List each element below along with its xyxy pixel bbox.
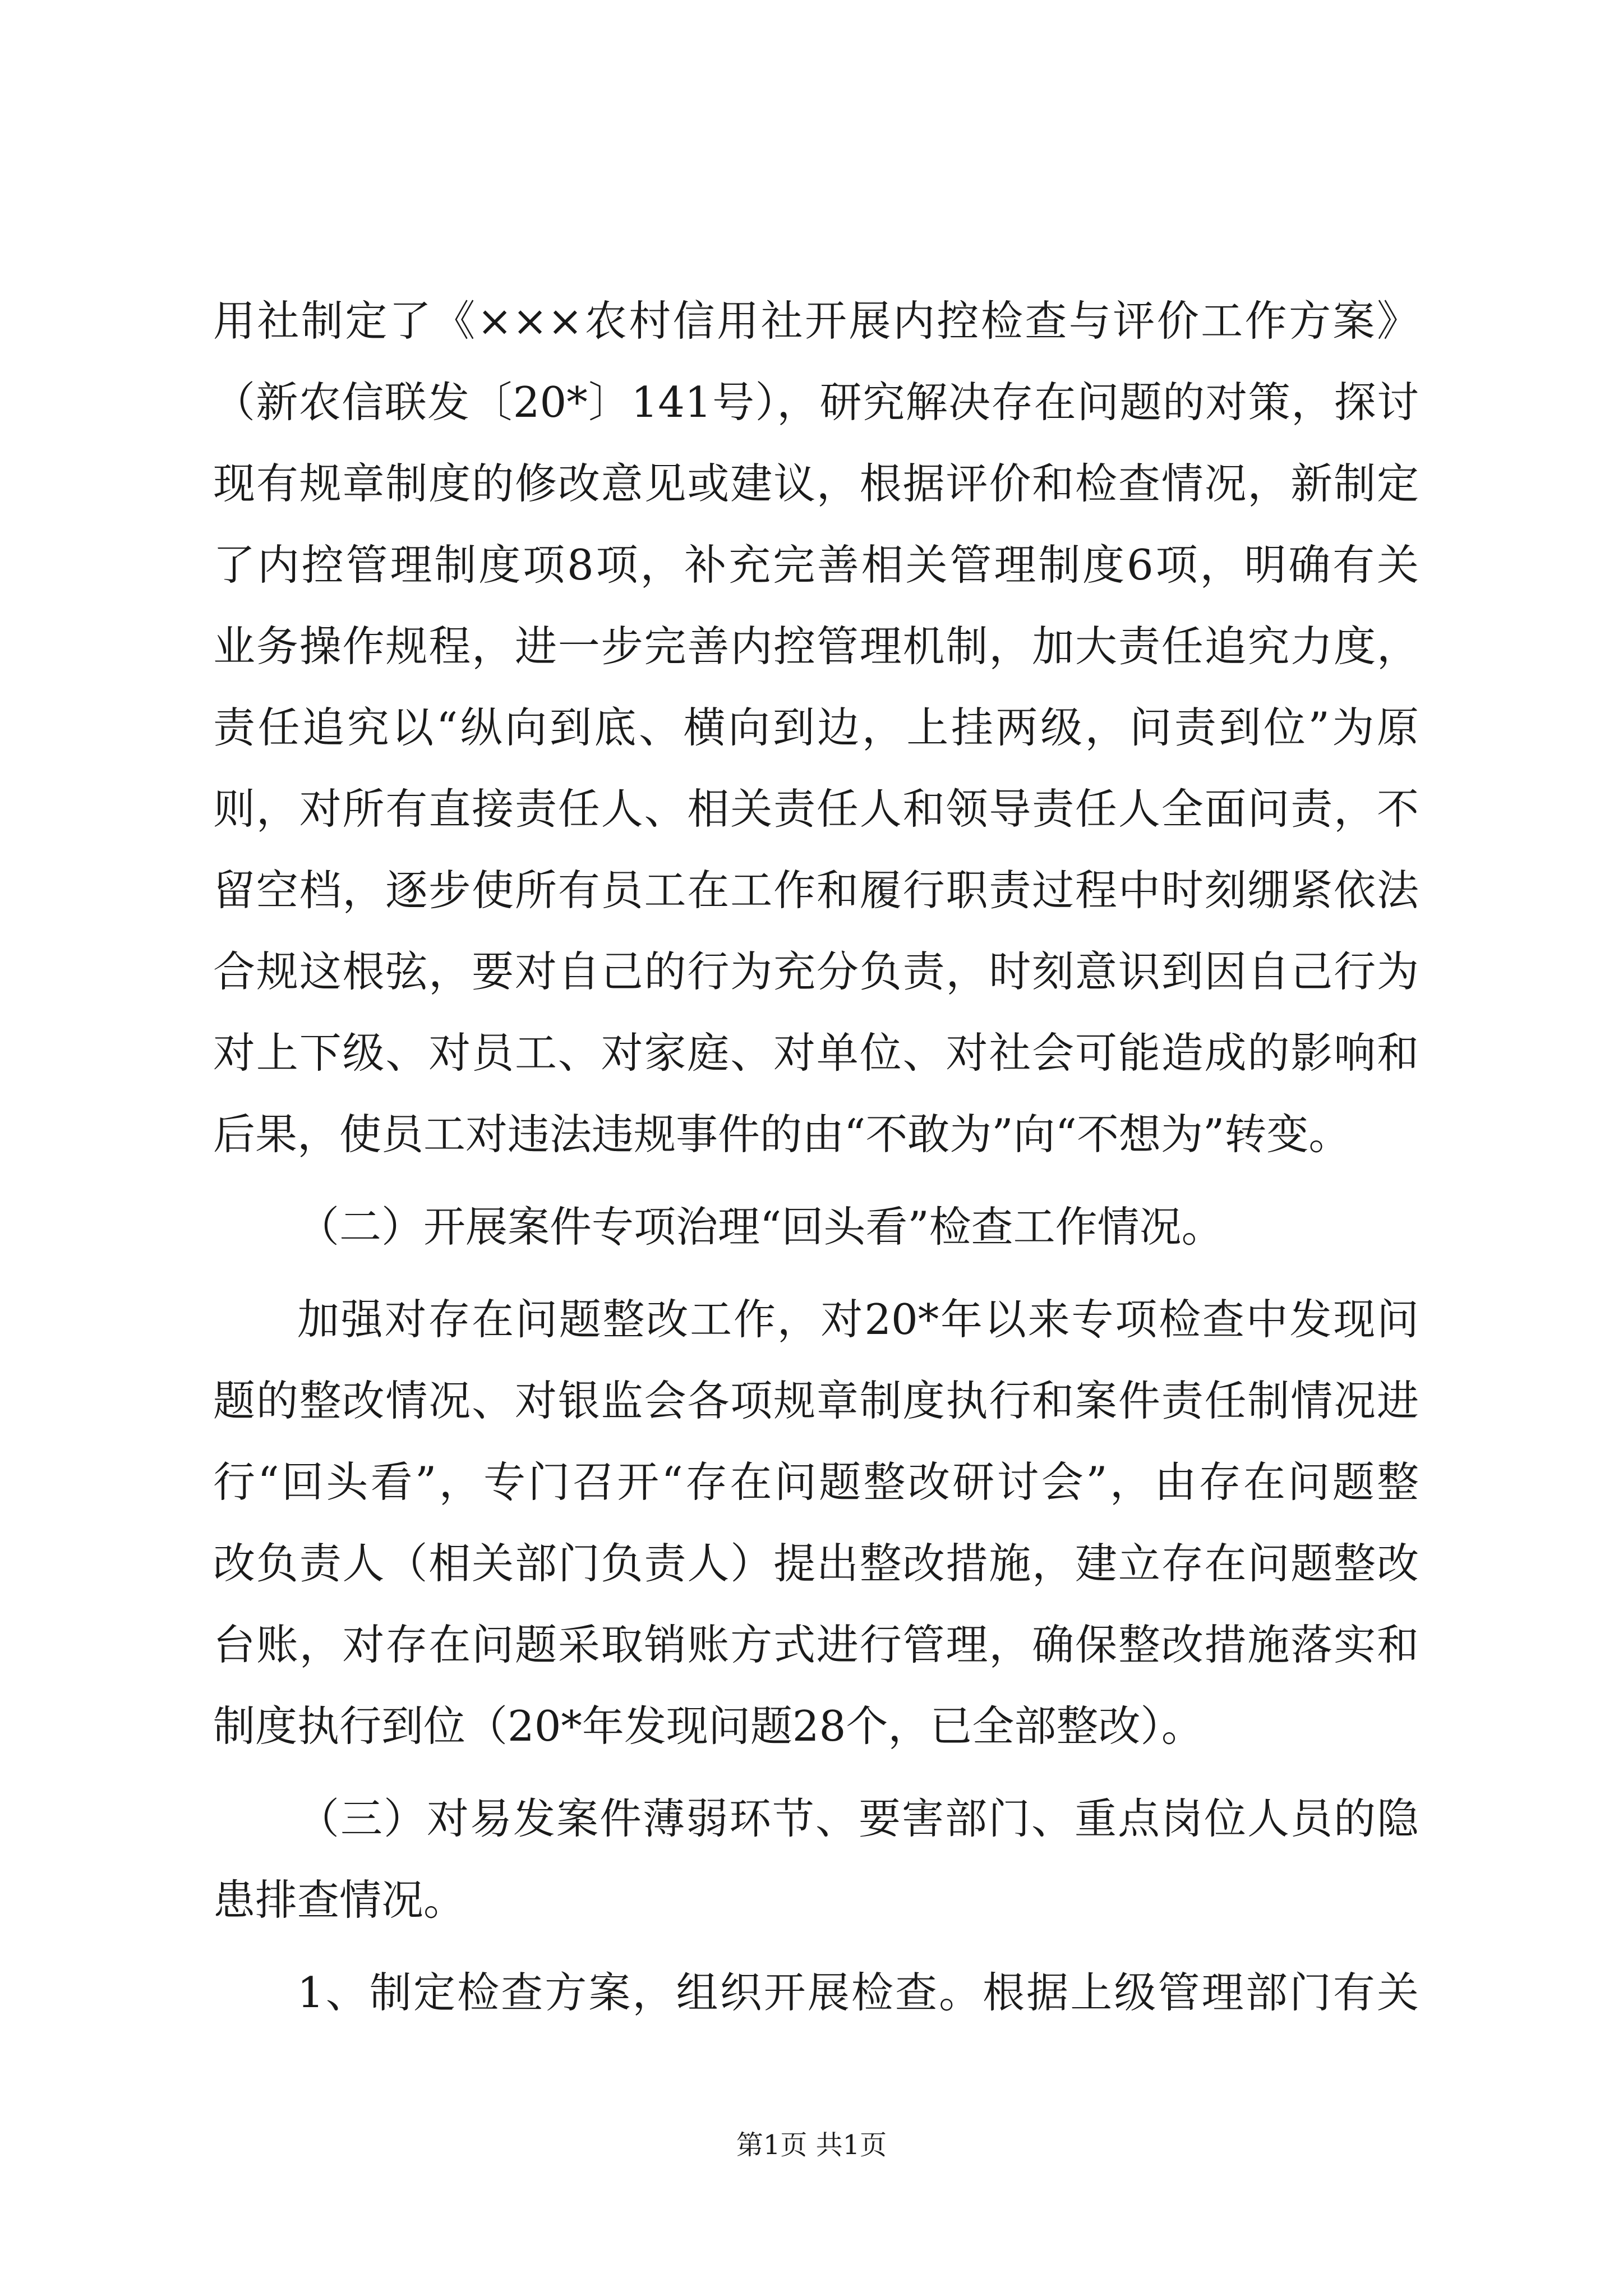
paragraph-line: 后果，使员工对违法违规事件的由“不敢为”向“不想为”转变。 bbox=[213, 1110, 1351, 1159]
paragraph-line: 现有规章制度的修改意见或建议，根据评价和检查情况，新制定 bbox=[213, 459, 1419, 508]
document-body bbox=[213, 280, 1419, 2033]
paragraph-line: 题的整改情况、对银监会各项规章制度执行和案件责任制情况进 bbox=[213, 1376, 1419, 1425]
paragraph-line: 合规这根弦，要对自己的行为充分负责，时刻意识到因自己行为 bbox=[213, 947, 1419, 996]
section-heading: （三）对易发案件薄弱环节、要害部门、重点岗位人员的隐 bbox=[297, 1794, 1419, 1843]
paragraph-line: 责任追究以“纵向到底、横向到边，上挂两级，问责到位”为原 bbox=[213, 703, 1419, 752]
paragraph-line: 业务操作规程，进一步完善内控管理机制，加大责任追究力度， bbox=[213, 622, 1419, 671]
paragraph-line: 1、制定检查方案，组织开展检查。根据上级管理部门有关 bbox=[297, 1968, 1419, 2017]
paragraph-line: 行“回头看”，专门召开“存在问题整改研讨会”，由存在问题整 bbox=[213, 1457, 1419, 1507]
section-heading: （二）开展案件专项治理“回头看”检查工作情况。 bbox=[297, 1202, 1224, 1251]
paragraph-line: 制度执行到位（20*年发现问题28个，已全部整改）。 bbox=[213, 1701, 1204, 1751]
paragraph-line: 了内控管理制度项8项，补充完善相关管理制度6项，明确有关 bbox=[213, 540, 1419, 590]
section-heading: 患排查情况。 bbox=[213, 1875, 466, 1925]
paragraph-line: 留空档，逐步使所有员工在工作和履行职责过程中时刻绷紧依法 bbox=[213, 866, 1419, 915]
paragraph-line: 对上下级、对员工、对家庭、对单位、对社会可能造成的影响和 bbox=[213, 1028, 1419, 1078]
paragraph-line: 台账，对存在问题采取销账方式进行管理，确保整改措施落实和 bbox=[213, 1620, 1419, 1669]
paragraph-line: 则，对所有直接责任人、相关责任人和领导责任人全面问责，不 bbox=[213, 784, 1419, 834]
paragraph-line: 用社制定了《×××农村信用社开展内控检查与评价工作方案》 bbox=[213, 296, 1419, 346]
paragraph-line: 改负责人（相关部门负责人）提出整改措施，建立存在问题整改 bbox=[213, 1539, 1419, 1588]
paragraph-line: （新农信联发〔20*〕141号），研究解决存在问题的对策，探讨 bbox=[213, 378, 1419, 427]
page-footer: 第1页 共1页 bbox=[736, 2129, 887, 2161]
paragraph-line: 加强对存在问题整改工作，对20*年以来专项检查中发现问 bbox=[297, 1295, 1419, 1344]
